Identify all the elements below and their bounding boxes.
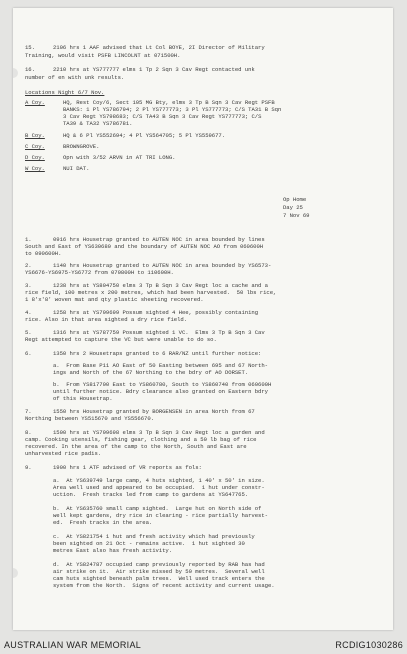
punch-hole [13, 568, 18, 578]
item-line: d. At YS824787 occupied camp previously reported by RAB has had [53, 561, 265, 568]
item-number: 8. [25, 429, 32, 436]
para-16-number: 16. [25, 66, 35, 73]
item-line: a. At YS639749 large camp, 4 huts sighted, 1 40' x 50' in size. [53, 477, 265, 484]
item-line: system from the North. Signs of recent activity and current usage. [53, 582, 275, 589]
item-number: 1. [25, 236, 32, 243]
item-line: been sighted on 21 Oct - remains active. 1 hut sighted 30 [53, 540, 245, 547]
item-number: 6. [25, 350, 32, 357]
item-line: 0916 hrs Housetrap granted to AUTEN NOC in area bounded by lines [53, 236, 265, 243]
item-line: unharvested rice padis. [25, 450, 102, 457]
item-line: 1 8'x'8' woven mat and qty plastic sheeting recovered. [25, 296, 204, 303]
item-line: air strike on it. Air strike missed by 50 metres. Several well [53, 568, 265, 575]
para-15-number: 15. [25, 44, 35, 51]
unit-name-w-coy: W Coy. [25, 165, 45, 172]
item-number: 3. [25, 282, 32, 289]
item-line: 1550 hrs Housetrap granted by BORGENSEN in area North from 67 [53, 408, 255, 415]
item-line: Regt attempted to capture the VC but were unable to do so. [25, 336, 217, 343]
item-line: 1350 hrs 2 Housetraps granted to 6 RAR/NZ until further notice: [53, 350, 262, 357]
item-number: 5. [25, 329, 32, 336]
item-line: c. At YS821754 1 hut and fresh activity which had previously [53, 533, 255, 540]
item-line: of this Housetrap. [53, 395, 113, 402]
unit-a-line: TA39 & TA32 YS786781. [63, 120, 133, 127]
unit-a-line: BANKS: 1 Pl YS786794; 2 Pl YS777773; 3 Pl YS777773; C/S TA31 B Sqn [63, 106, 282, 113]
unit-a-line: 3 Cav Regt YS798683; C/S TA43 B Sqn 3 Cav Regt YS777773; C/S [63, 113, 262, 120]
para-15-line-1: 2106 hrs 1 AAF advised that Lt Col BOYE, 2I Director of Military [53, 44, 265, 51]
unit-a-line: HQ, Rest Coy/6, Sect 105 MG Bty, elms 3 Tp B Sqn 3 Cav Regt PSFB [63, 99, 275, 106]
item-line: well kept gardens, dry rice in clearing - rice partially harvest- [53, 512, 268, 519]
item-line: Northing between YS515670 and YS556670. [25, 415, 154, 422]
document-page [13, 8, 393, 630]
item-line: ed. Fresh tracks in the area. [53, 519, 153, 526]
unit-c-line: BROWNGROVE. [63, 143, 100, 150]
item-number: 4. [25, 309, 32, 316]
para-16-line-2: number of en with unk results. [25, 74, 125, 81]
para-16-line-1: 2210 hrs at YS777777 elms 1 Tp 2 Sqn 3 Cav Regt contacted unk [53, 66, 255, 73]
unit-name-a-coy: A Coy. [25, 99, 45, 106]
record-id: RCDIG1030286 [335, 640, 403, 650]
item-line: cam huts sighted beneath palm trees. Well used track enters the [53, 575, 265, 582]
unit-b-line: HQ & 6 Pl YS552694; 4 Pl YS564705; 5 Pl YS559677. [63, 132, 226, 139]
item-line: b. From YS817700 East to YS860780, South to YS860740 from 060600H [53, 381, 272, 388]
item-line: 1316 hrs at YS787759 Possum sighted 1 VC. Elms 3 Tp B Sqn 3 Cav [53, 329, 265, 336]
unit-name-c-coy: C Coy. [25, 143, 45, 150]
item-line: rice. Also in that area sighted a dry rice field. [25, 316, 188, 323]
item-line: a. From Base P11 AO East of 50 Easting between 695 and 67 North- [53, 362, 268, 369]
item-line: b. At YS635760 small camp sighted. Large hut on North side of [53, 505, 262, 512]
item-line: camp. Cooking utensils, fishing gear, clothing and a 50 lb bag of rice [25, 436, 257, 443]
item-line: 1500 hrs at YS799698 elms 3 Tp B Sqn 3 Cav Regt loc a garden and [53, 429, 265, 436]
op-name: Op Home [283, 196, 307, 203]
unit-name-b-coy: B Coy. [25, 132, 45, 139]
item-line: Area well used and appeared to be occupied. 1 hut under constr- [53, 484, 265, 491]
item-line: 1900 hrs 1 ATF advised of VR reports as fols: [53, 464, 202, 471]
item-line: South and East of YS630680 and the boundary of AUTEN NOC AO from 060600H [25, 243, 264, 250]
item-line: rice field, 100 metres x 200 metres, which had been harvested. 50 lbs rice, [25, 289, 277, 296]
item-line: 1140 hrs Housetrap granted to AUTEN NOC in area bounded by YS6573- [53, 262, 272, 269]
archive-name: AUSTRALIAN WAR MEMORIAL [4, 640, 142, 650]
op-date: 7 Nov 69 [283, 212, 310, 219]
item-number: 2. [25, 262, 32, 269]
locations-heading: Locations Night 6/7 Nov. [25, 89, 105, 96]
archive-footer [0, 636, 407, 654]
item-line: to 090600H. [25, 250, 62, 257]
item-line: uction. Fresh tracks led from camp to gardens at YS647765. [53, 491, 249, 498]
item-line: recovered. In the area of the camp to the North, South and East are [25, 443, 247, 450]
item-line: YS6676-YS6975-YS6772 from 070800H to 110600H. [25, 269, 174, 276]
unit-d-line: Opn with 3/52 ARVN in AT TRI LONG. [63, 154, 176, 161]
item-line: 1238 hrs at YS804750 elms 3 Tp B Sqn 3 Cav Regt loc a cache and a [53, 282, 268, 289]
item-number: 7. [25, 408, 32, 415]
item-line: ings and North of the 67 Northing to the bdry of AO DORSET. [53, 369, 249, 376]
item-line: metres East also has fresh activity. [53, 547, 173, 554]
unit-w-line: NUI DAT. [63, 165, 90, 172]
para-15-line-2: Training, would visit PSFB LINCOLNT at 071500H. [25, 52, 181, 59]
op-day: Day 25 [283, 204, 303, 211]
punch-hole [13, 68, 18, 78]
item-line: until further notice. Bdry clearance also granted on Eastern bdry [53, 388, 268, 395]
item-number: 9. [25, 464, 32, 471]
unit-name-d-coy: D Coy. [25, 154, 45, 161]
item-line: 1258 hrs at YS799699 Possum sighted 4 Hee, possibly containing [53, 309, 259, 316]
